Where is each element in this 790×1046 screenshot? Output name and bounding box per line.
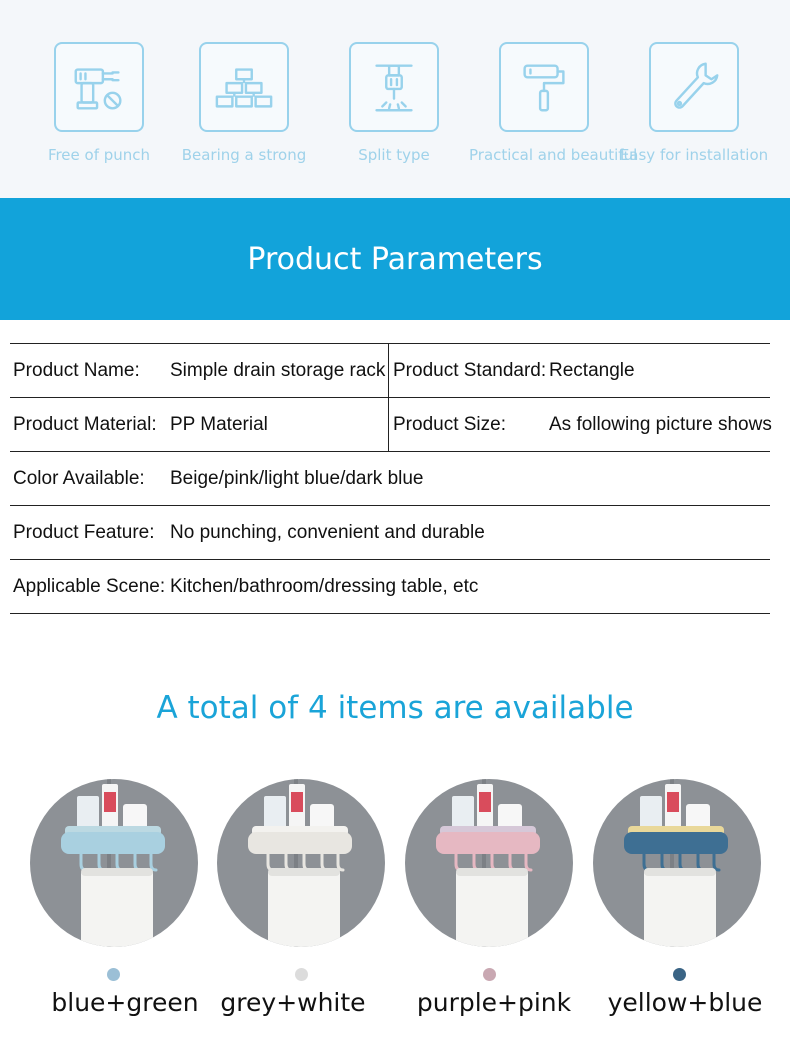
- variant-name: purple+pink: [416, 988, 572, 1017]
- rack-illustration: [592, 778, 762, 948]
- variant-name: grey+white: [220, 988, 366, 1017]
- column-divider: [388, 398, 389, 451]
- towel-fold: [81, 868, 153, 876]
- feature-label: Split type: [358, 146, 430, 164]
- param-row: [10, 451, 770, 505]
- paint-roller-icon: [499, 42, 589, 132]
- param-label: Product Feature:: [13, 522, 155, 543]
- toothpaste-label: [104, 792, 116, 812]
- param-row: [10, 397, 770, 451]
- product-image-purple-pink: [404, 778, 574, 948]
- feature-split-type: [319, 42, 469, 164]
- param-value: Simple drain storage rack: [170, 360, 386, 381]
- towel-fold: [456, 868, 528, 876]
- items-title: A total of 4 items are available: [156, 690, 634, 726]
- color-dot: [673, 968, 686, 981]
- param-label: Product Standard:: [393, 360, 547, 381]
- towel: [644, 868, 716, 948]
- param-label: Product Name:: [13, 360, 140, 381]
- banner-title: Product Parameters: [247, 241, 543, 277]
- rack-illustration: [404, 778, 574, 948]
- feature-label: Practical and beautiful: [469, 146, 638, 164]
- param-value: As following picture shows: [549, 414, 772, 435]
- rack-illustration: [216, 778, 386, 948]
- param-row: [10, 559, 770, 614]
- toothpaste-label: [479, 792, 491, 812]
- product-image-grey-white: [216, 778, 386, 948]
- towel-fold: [268, 868, 340, 876]
- toothpaste-label: [291, 792, 303, 812]
- towel: [81, 868, 153, 948]
- color-dot: [295, 968, 308, 981]
- color-dot: [107, 968, 120, 981]
- product-image-yellow-blue: [592, 778, 762, 948]
- feature-free-of-punch: [24, 42, 174, 164]
- stacked-blocks-icon: [199, 42, 289, 132]
- feature-label: Bearing a strong: [181, 146, 307, 164]
- drill-no-icon: [54, 42, 144, 132]
- param-row: [10, 505, 770, 559]
- variant-name: blue+green: [51, 988, 199, 1017]
- towel-fold: [644, 868, 716, 876]
- rack-tray: [248, 832, 352, 854]
- param-label: Product Size:: [393, 414, 506, 435]
- toothpaste-label: [667, 792, 679, 812]
- rack-tray: [61, 832, 165, 854]
- variant-name: yellow+blue: [607, 988, 763, 1017]
- param-value: No punching, convenient and durable: [170, 522, 485, 543]
- param-row: [10, 343, 770, 397]
- param-value: PP Material: [170, 414, 268, 435]
- rack-tray: [624, 832, 728, 854]
- rack-illustration: [29, 778, 199, 948]
- product-parameters-banner: [0, 198, 790, 320]
- feature-easy-installation: [619, 42, 769, 164]
- feature-label: Free of punch: [47, 146, 151, 164]
- product-image-blue-green: [29, 778, 199, 948]
- param-label: Color Available:: [13, 468, 145, 489]
- rack-tray: [436, 832, 540, 854]
- feature-bearing-strong: [169, 42, 319, 164]
- param-value: Rectangle: [549, 360, 635, 381]
- feature-practical-beautiful: [469, 42, 638, 164]
- towel: [456, 868, 528, 948]
- color-dot: [483, 968, 496, 981]
- feature-label: Easy for installation: [619, 146, 769, 164]
- parameters-table: [10, 343, 770, 614]
- wrench-icon: [649, 42, 739, 132]
- hammer-drill-icon: [349, 42, 439, 132]
- features-strip: [0, 0, 790, 198]
- param-label: Applicable Scene:: [13, 576, 166, 597]
- param-value: Kitchen/bathroom/dressing table, etc: [170, 576, 479, 597]
- param-value: Beige/pink/light blue/dark blue: [170, 468, 424, 489]
- param-label: Product Material:: [13, 414, 157, 435]
- column-divider: [388, 344, 389, 397]
- towel: [268, 868, 340, 948]
